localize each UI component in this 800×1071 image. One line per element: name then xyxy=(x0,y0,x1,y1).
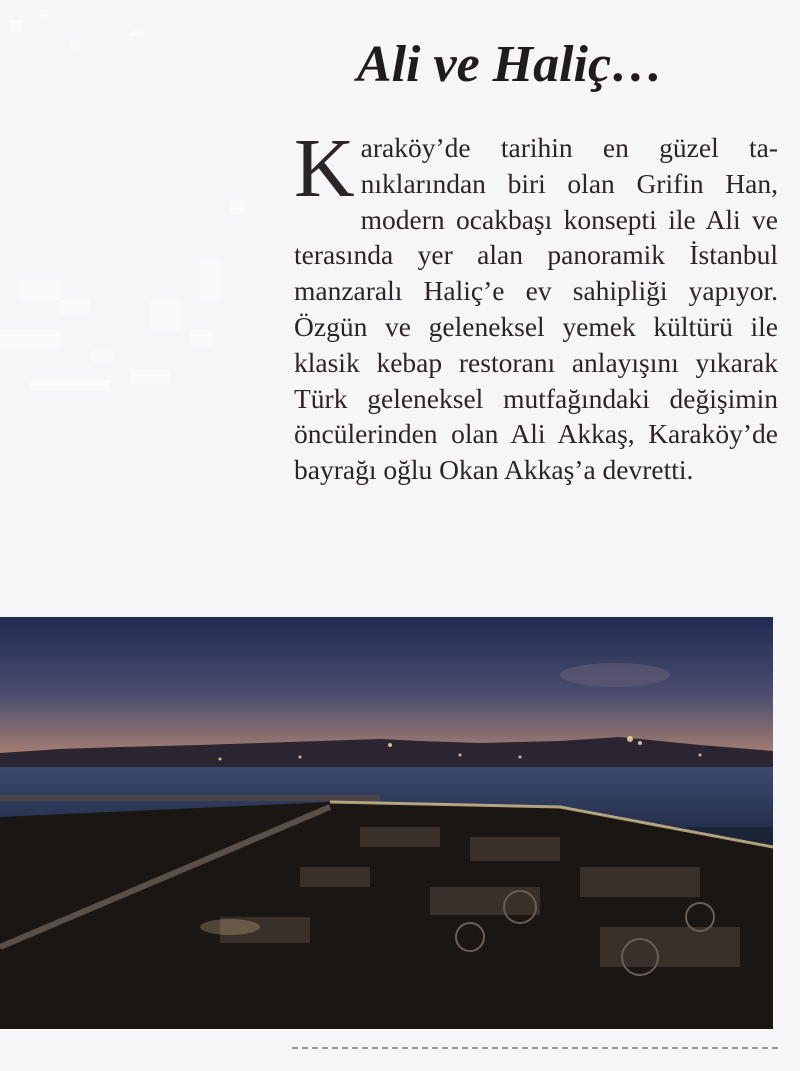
article-paragraph xyxy=(294,122,778,488)
article-title: Ali ve Haliç… xyxy=(356,36,664,93)
bridge xyxy=(0,795,380,801)
terrace-photo xyxy=(0,617,773,1029)
drop-cap: K xyxy=(294,122,355,215)
terrace-glow xyxy=(200,919,260,935)
article-text: araköy’de tarihin en güzel tanıklarından biri olan Grifin Han, modern ocakbaşı konsepti ile Ali ve terasında yer alan panoramik İstanbul manzaralı Haliç’e ev sahipliği yapıyor. Özgün ve geleneksel yemek kültürü ile klasik kebap restoranı anlayışını yıkarak Türk geleneksel mutfağındaki değişimin öncülerinden olan Ali Akkaş, Karaköy’de bayrağı oğlu Okan Akkaş’a devretti. xyxy=(294,132,778,486)
cloud xyxy=(560,663,670,687)
terrace-photo-illustration xyxy=(0,617,773,1029)
background-pattern xyxy=(0,0,290,600)
sky xyxy=(0,617,773,757)
article-body xyxy=(294,122,778,488)
divider-rule xyxy=(292,1047,778,1049)
